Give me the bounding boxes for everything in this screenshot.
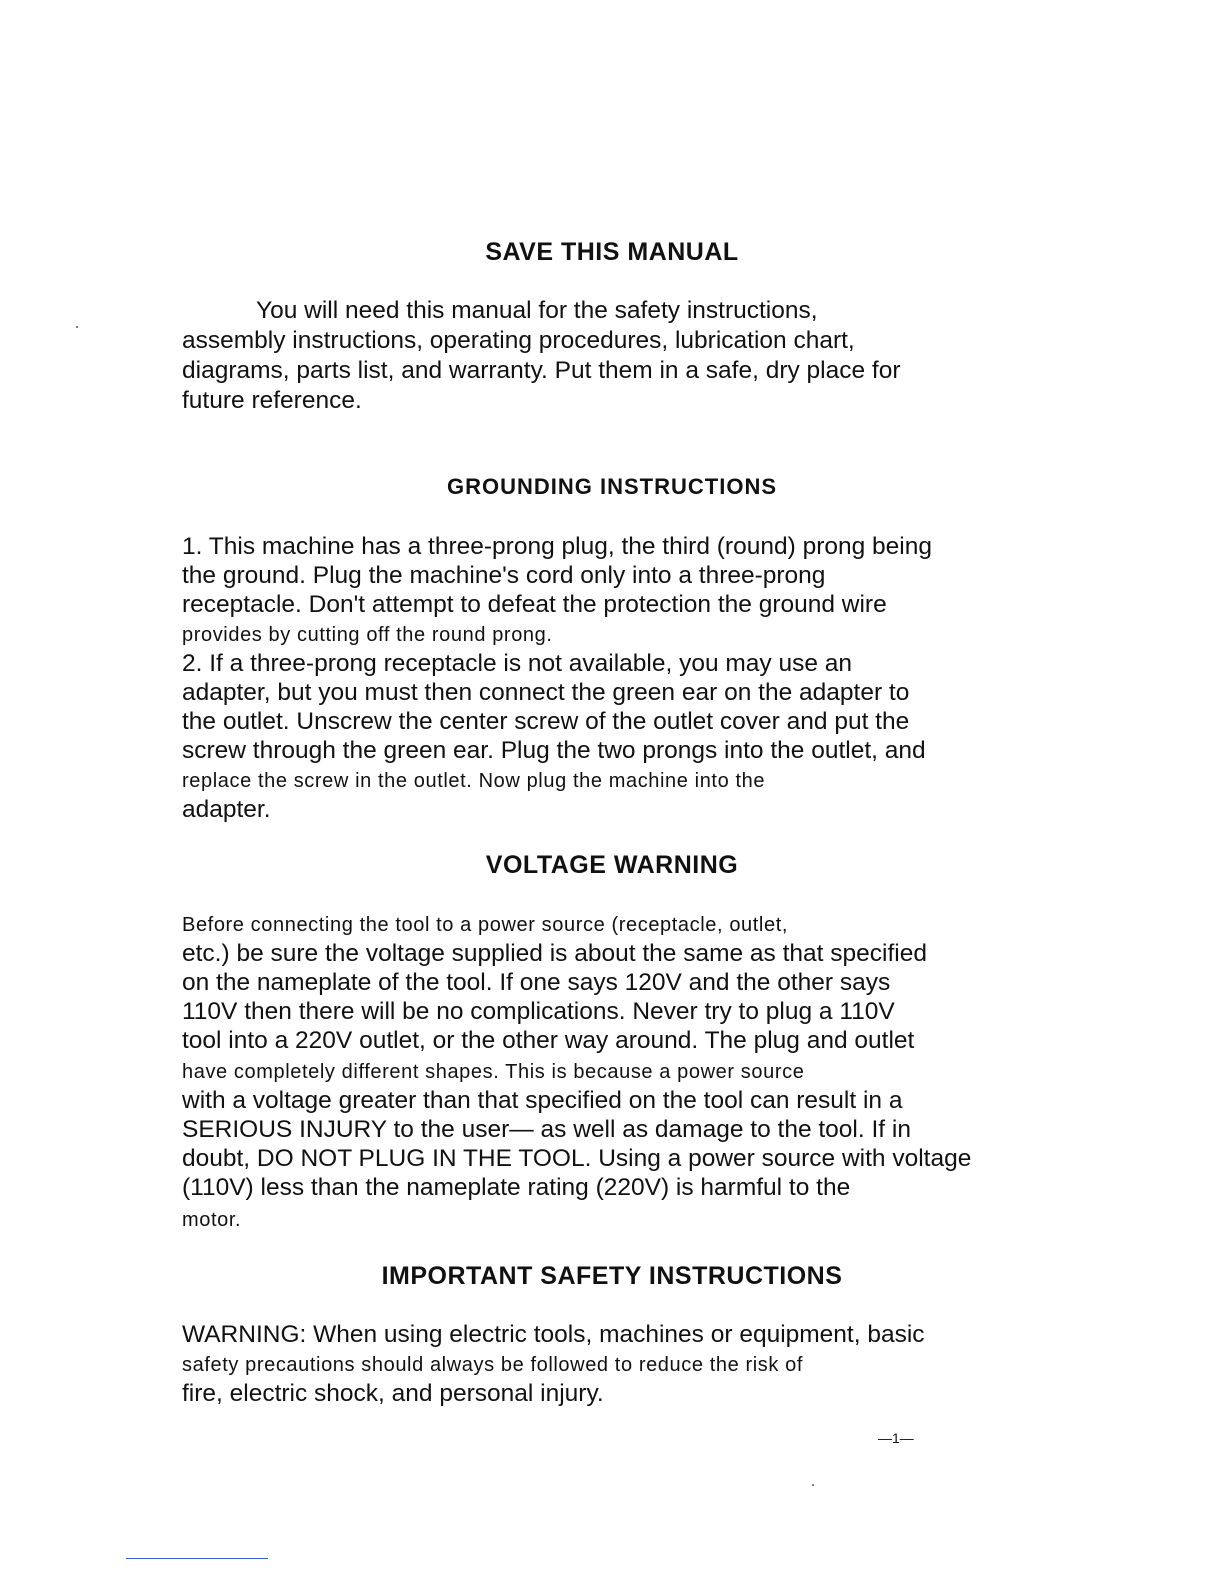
grounding-line: screw through the green ear. Plug the two prongs into the outlet, and [182,737,926,764]
grounding-line: the outlet. Unscrew the center screw of the outlet cover and put the [182,708,910,735]
scan-speck [76,326,78,328]
voltage-line: SERIOUS INJURY to the user— as well as damage to the tool. If in [182,1116,911,1143]
save-manual-line: future reference. [182,387,362,414]
save-manual-line: assembly instructions, operating procedures, lubrication chart, [182,327,855,354]
save-manual-line: diagrams, parts list, and warranty. Put them in a safe, dry place for [182,357,901,384]
voltage-line: (110V) less than the nameplate rating (220V) is harmful to the [182,1174,851,1201]
voltage-line: Before connecting the tool to a power source (receptacle, outlet, [182,914,789,936]
footer-rule [126,1558,268,1559]
voltage-line: have completely different shapes. This is because a power source [182,1061,805,1083]
voltage-line: with a voltage greater than that specified on the tool can result in a [182,1087,903,1114]
safety-line: fire, electric shock, and personal injury. [182,1380,604,1407]
voltage-line: 110V then there will be no complications. Never try to plug a 110V [182,998,895,1025]
voltage-line: tool into a 220V outlet, or the other way around. The plug and outlet [182,1027,915,1054]
grounding-line: 1. This machine has a three-prong plug, the third (round) prong being [182,533,932,560]
safety-line: safety precautions should always be followed to reduce the risk of [182,1354,804,1376]
grounding-line: adapter, but you must then connect the green ear on the adapter to [182,679,910,706]
voltage-line: motor. [182,1209,242,1231]
voltage-line: doubt, DO NOT PLUG IN THE TOOL. Using a power source with voltage [182,1145,972,1172]
page-number: —1— [878,1430,914,1446]
voltage-line: etc.) be sure the voltage supplied is about the same as that specified [182,940,927,967]
save-manual-line: You will need this manual for the safety instructions, [256,297,818,324]
grounding-line: receptacle. Don't attempt to defeat the protection the ground wire [182,591,887,618]
voltage-heading: VOLTAGE WARNING [485,851,739,879]
grounding-line: replace the screw in the outlet. Now plug the machine into the [182,770,766,792]
grounding-line: 2. If a three-prong receptacle is not available, you may use an [182,650,853,677]
scan-speck [812,1484,814,1486]
safety-heading: IMPORTANT SAFETY INSTRUCTIONS [381,1262,843,1290]
grounding-line: the ground. Plug the machine's cord only into a three-prong [182,562,826,589]
save-manual-heading: SAVE THIS MANUAL [485,238,739,266]
grounding-line: adapter. [182,796,271,823]
grounding-line: provides by cutting off the round prong. [182,624,553,646]
safety-line: WARNING: When using electric tools, machines or equipment, basic [182,1321,925,1348]
voltage-line: on the nameplate of the tool. If one says 120V and the other says [182,969,891,996]
grounding-heading: GROUNDING INSTRUCTIONS [447,474,777,499]
